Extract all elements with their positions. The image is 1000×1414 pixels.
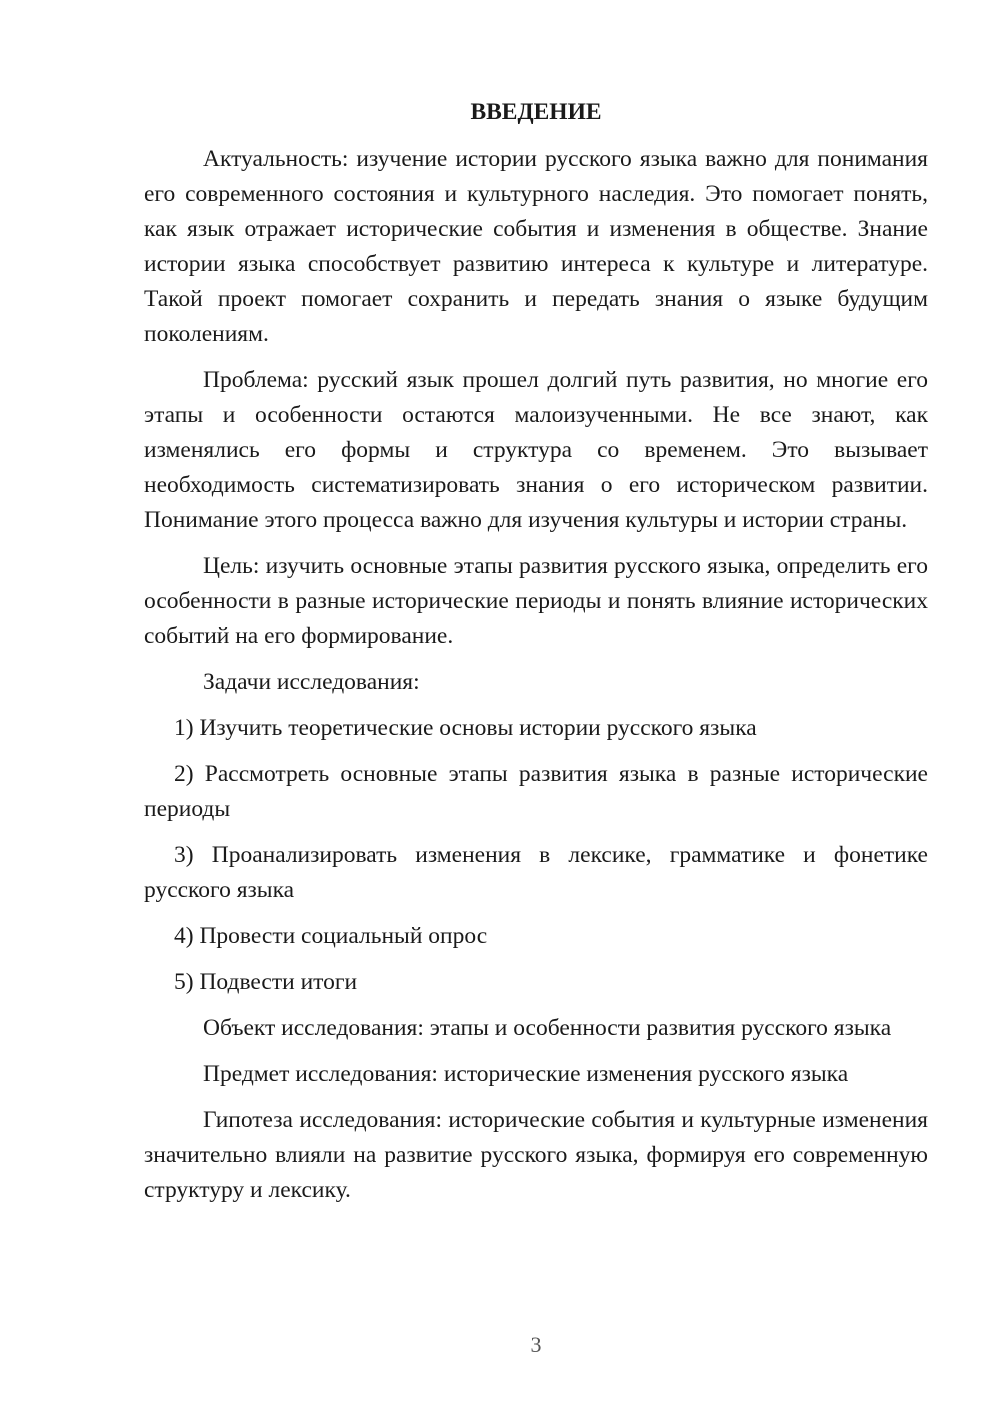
task-item: 5) Подвести итоги — [174, 969, 358, 995]
object-paragraph: Объект исследования: этапы и особенности развития русского языка — [203, 1015, 892, 1041]
task-item: 2) Рассмотреть основные этапы развития языка в разные исторические периоды — [144, 761, 928, 822]
goal-paragraph: Цель: изучить основные этапы развития русского языка, определить его особенности в разные исторические периоды и понять влияние исторических событий на его формирование. — [144, 553, 928, 649]
task-item: 3) Проанализировать изменения в лексике, грамматике и фонетике русского языка — [144, 842, 928, 903]
problem-paragraph: Проблема: русский язык прошел долгий путь развития, но многие его этапы и особенности остаются малоизученными. Не все знают, как изменялись его формы и структура со временем. Это вызывает необходимость систематизировать знания о его историческом развитии. Понимание этого процесса важно для изучения культуры и истории страны. — [144, 367, 928, 533]
task-item: 4) Провести социальный опрос — [174, 923, 488, 949]
page-number: 3 — [530, 1332, 542, 1357]
task-item: 1) Изучить теоретические основы истории русского языка — [174, 715, 757, 741]
hypothesis-paragraph: Гипотеза исследования: исторические события и культурные изменения значительно влияли на развитие русского языка, формируя его современную структуру и лексику. — [144, 1107, 928, 1203]
document-body — [144, 95, 928, 1219]
tasks-title: Задачи исследования: — [203, 669, 420, 695]
relevance-paragraph: Актуальность: изучение истории русского языка важно для понимания его современного состояния и культурного наследия. Это помогает понять, как язык отражает исторические события и изменения в обществе. Знание истории языка способствует развитию интереса к культуре и литературе. Такой проект помогает сохранить и передать знания о языке будущим поколениям. — [144, 146, 928, 347]
subject-paragraph: Предмет исследования: исторические изменения русского языка — [203, 1061, 849, 1087]
section-heading: ВВЕДЕНИЕ — [470, 99, 602, 125]
